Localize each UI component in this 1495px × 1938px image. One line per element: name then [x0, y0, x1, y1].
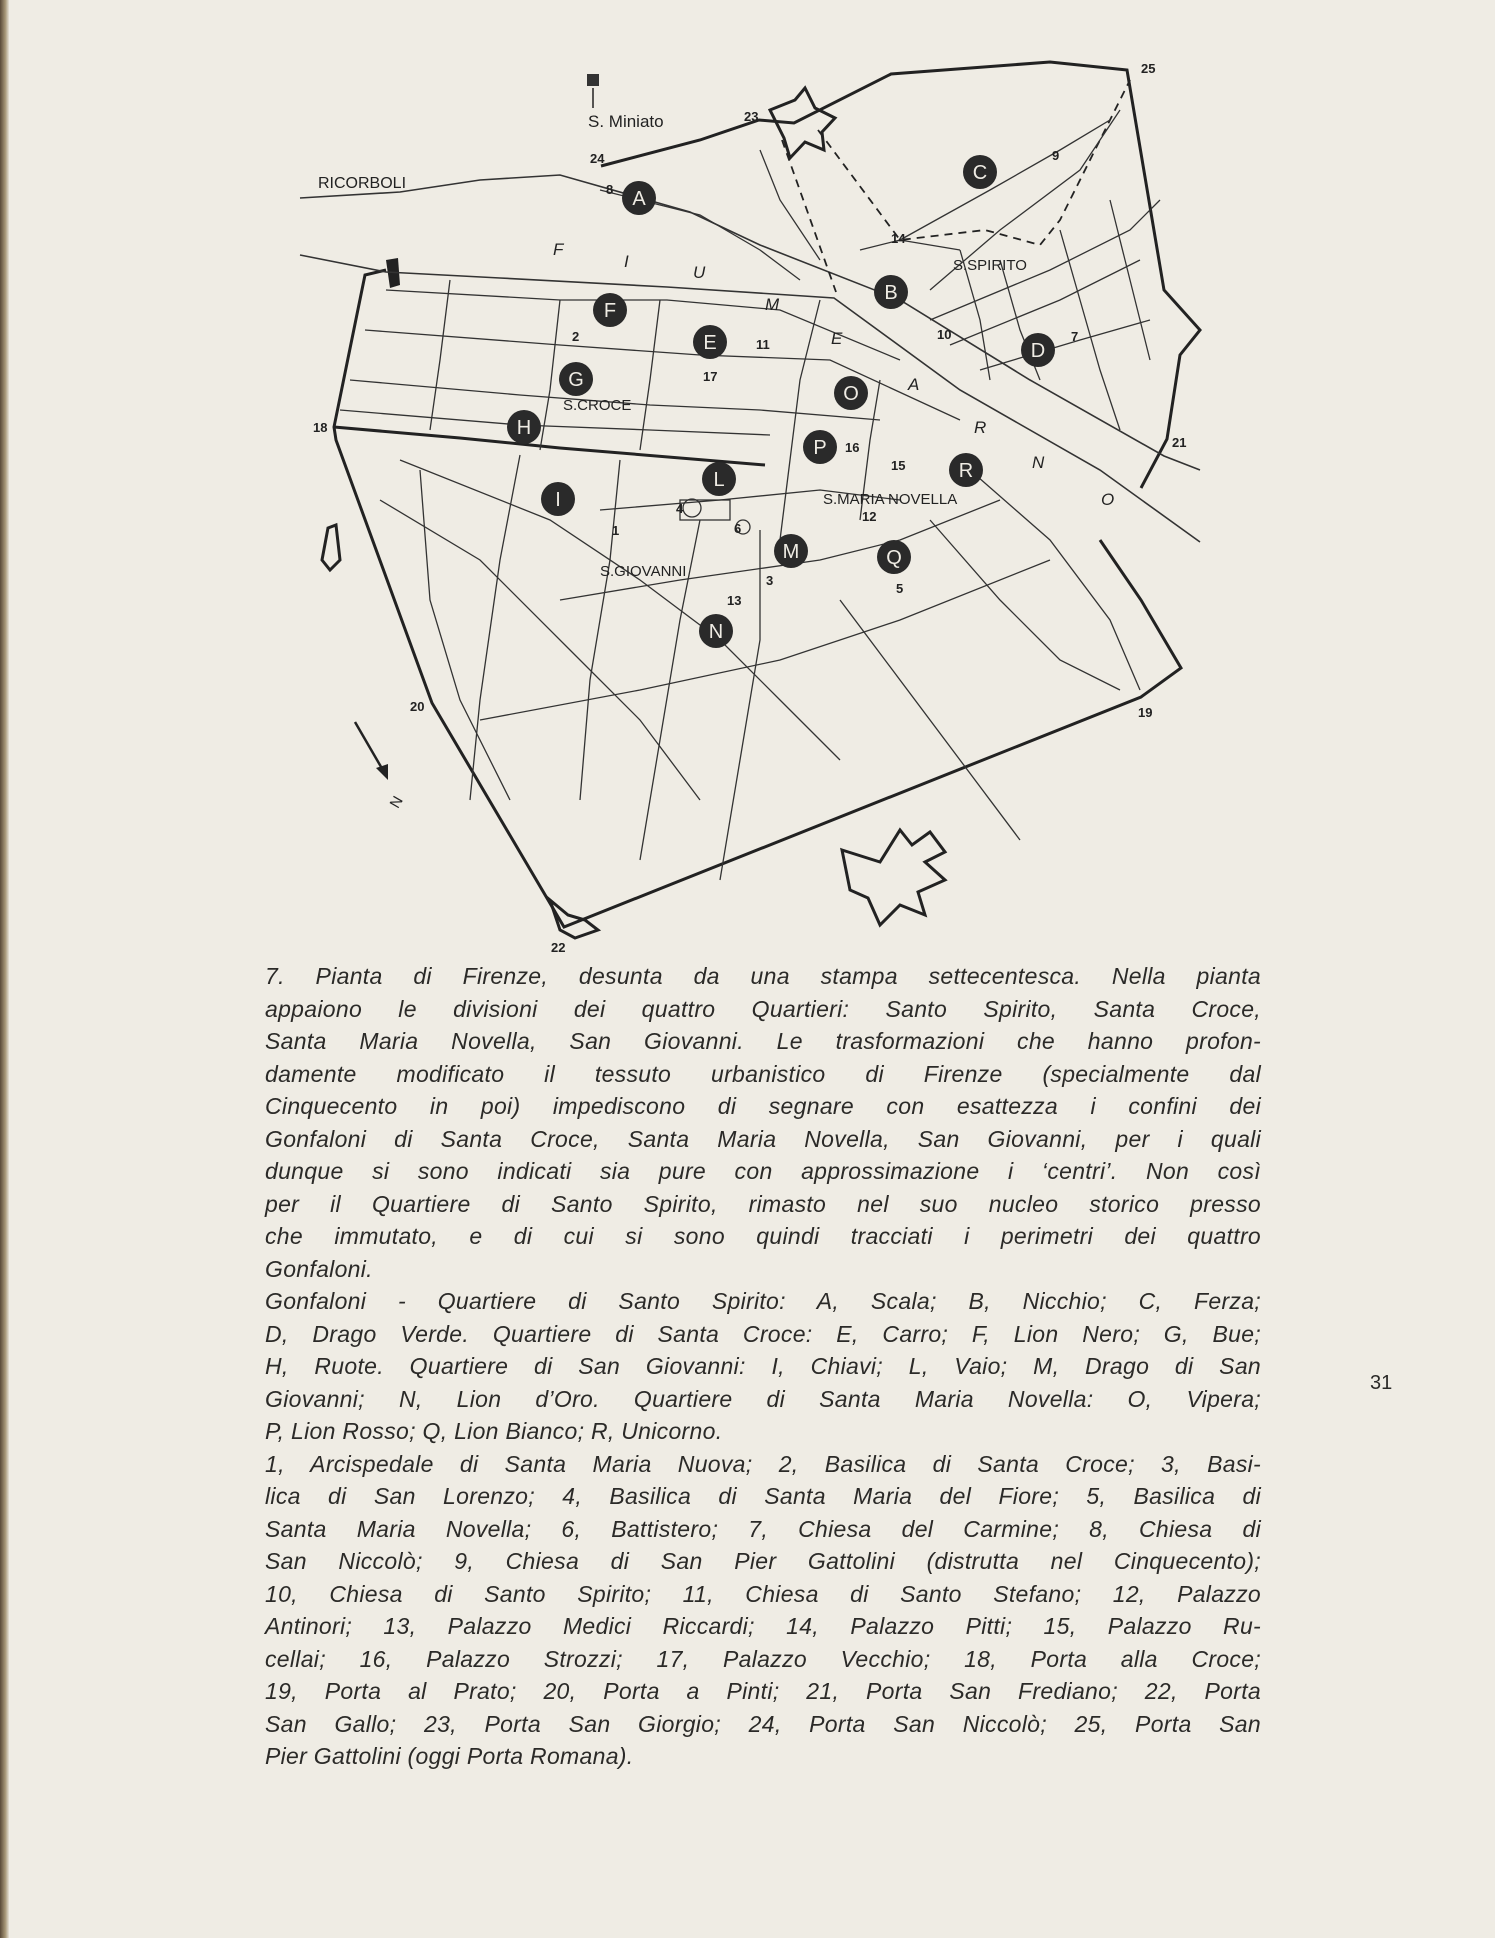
- map-number-label: 13: [727, 593, 742, 608]
- map-number-label: 7: [1071, 329, 1079, 344]
- caption-line: per il Quartiere di Santo Spirito, rimasto nel suo nucleo storico presso: [265, 1190, 1261, 1217]
- gonfalone-letter: E: [703, 332, 717, 354]
- district-label: S.SPIRITO: [953, 257, 1027, 274]
- bastion-left: [322, 525, 340, 570]
- district-label: S.MARIA NOVELLA: [823, 491, 958, 508]
- gonfalone-letter: F: [603, 300, 617, 322]
- gonfalone-letter: B: [884, 282, 898, 304]
- map-number-label: 5: [896, 581, 904, 596]
- caption-line: Cinquecento in poi) impediscono di segnare con esattezza i confini dei: [265, 1093, 1261, 1119]
- map-number-label: 3: [766, 573, 774, 588]
- map-number-label: 21: [1172, 435, 1187, 450]
- caption-line: 19, Porta al Prato; 20, Porta a Pinti; 21, Porta San Frediano; 22, Porta: [265, 1678, 1261, 1704]
- district-label: S.CROCE: [563, 397, 632, 414]
- map-number-label: 25: [1141, 61, 1156, 76]
- river-letter: E: [831, 329, 843, 348]
- map-number-label: 11: [756, 337, 770, 352]
- gonfalone-letter: M: [782, 541, 800, 563]
- map-number-label: 14: [891, 231, 906, 246]
- gonfalone-letter: Q: [886, 547, 902, 569]
- caption-line: appaiono le divisioni dei quattro Quartieri: Santo Spirito, Santa Croce,: [265, 995, 1261, 1022]
- caption-line: 7. Pianta di Firenze, desunta da una stampa settecentesca. Nella pianta: [265, 963, 1261, 989]
- river-letter: R: [974, 418, 987, 437]
- north-arrow-icon: [355, 722, 384, 772]
- caption-line: Giovanni; N, Lion d’Oro. Quartiere di Santa Maria Novella: O, Vipera;: [265, 1385, 1261, 1412]
- map-number-label: 9: [1052, 148, 1060, 163]
- caption-line: 1, Arcispedale di Santa Maria Nuova; 2, Basilica di Santa Croce; 3, Basi-: [265, 1450, 1261, 1477]
- gonfalone-letter: I: [555, 489, 561, 511]
- caption-line: dunque si sono indicati sia pure con approssimazione i ‘centri’. Non così: [265, 1158, 1261, 1184]
- map-number-label: 20: [410, 699, 425, 714]
- gonfalone-letter: N: [708, 621, 724, 643]
- map-number-label: 15: [891, 458, 906, 473]
- river-letter: M: [765, 295, 780, 314]
- street-network: [340, 110, 1160, 880]
- page-number: 31: [1370, 1372, 1393, 1394]
- caption-line: San Niccolò; 9, Chiesa di San Pier Gattolini (distrutta nel Cinquecento);: [265, 1548, 1261, 1574]
- district-label: S.GIOVANNI: [600, 563, 687, 580]
- gonfalone-letter: G: [568, 369, 584, 391]
- city-wall: [334, 270, 1181, 927]
- gonfalone-letter: P: [813, 437, 827, 459]
- caption-line: D, Drago Verde. Quartiere di Santa Croce: E, Carro; F, Lion Nero; G, Bue;: [265, 1320, 1261, 1347]
- caption-line: San Gallo; 23, Porta San Giorgio; 24, Porta San Niccolò; 25, Porta San: [265, 1710, 1261, 1737]
- map-number-label: 22: [551, 940, 566, 955]
- map-number-label: 8: [606, 182, 614, 197]
- caption-line: P, Lion Rosso; Q, Lion Bianco; R, Unicorno.: [265, 1418, 723, 1444]
- map-number-label: 2: [572, 329, 580, 344]
- map-number-label: 24: [590, 151, 605, 166]
- caption-line: Santa Maria Novella, San Giovanni. Le trasformazioni che hanno profon-: [265, 1028, 1261, 1054]
- gonfalone-letter: H: [516, 417, 532, 439]
- gonfalone-letter: O: [843, 383, 859, 405]
- caption-line: damente modificato il tessuto urbanistico di Firenze (specialmente dal: [265, 1060, 1261, 1087]
- caption-line: Antinori; 13, Palazzo Medici Riccardi; 14, Palazzo Pitti; 15, Palazzo Ru-: [265, 1613, 1261, 1639]
- gonfalone-letter: A: [632, 188, 646, 210]
- north-arrow-head-icon: [376, 764, 388, 780]
- river-letter: F: [553, 240, 564, 259]
- map-number-label: 23: [744, 109, 759, 124]
- map-number-label: 17: [703, 369, 718, 384]
- gonfalone-letter: R: [958, 460, 974, 482]
- map-number-label: 19: [1138, 705, 1153, 720]
- caption-line: H, Ruote. Quartiere di San Giovanni: I, Chiavi; L, Vaio; M, Drago di San: [265, 1353, 1261, 1379]
- san-miniato-marker: [587, 74, 599, 86]
- gonfalone-letter: L: [713, 469, 725, 491]
- map-number-label: 12: [862, 509, 877, 524]
- fortezza-da-basso: [842, 830, 945, 925]
- label-san-miniato: S. Miniato: [588, 112, 664, 131]
- caption-line: 10, Chiesa di Santo Spirito; 11, Chiesa di Santo Stefano; 12, Palazzo: [265, 1580, 1261, 1607]
- caption-line: Gonfaloni.: [265, 1255, 373, 1282]
- figure-caption: [265, 960, 1261, 1773]
- map-number-label: 16: [845, 440, 860, 455]
- map-number-label: 10: [937, 327, 952, 342]
- river-letter: U: [693, 263, 706, 282]
- porta-san-gallo-bastion: [550, 900, 598, 938]
- caption-line: che immutato, e di cui si sono quindi tracciati i perimetri dei quattro: [265, 1223, 1261, 1249]
- map-number-label: 18: [313, 420, 328, 435]
- caption-line: lica di San Lorenzo; 4, Basilica di Santa Maria del Fiore; 5, Basilica di: [265, 1483, 1261, 1509]
- caption-line: Pier Gattolini (oggi Porta Romana).: [265, 1743, 634, 1769]
- north-label: N: [386, 793, 407, 812]
- gonfalone-letter: D: [1030, 340, 1046, 362]
- river-letter: N: [1032, 453, 1045, 472]
- caption-line: Santa Maria Novella; 6, Battistero; 7, Chiesa del Carmine; 8, Chiesa di: [265, 1515, 1261, 1542]
- river-south-bank: [300, 175, 1200, 470]
- map-number-label: 4: [676, 501, 684, 516]
- caption-line: Gonfaloni - Quartiere di Santo Spirito: A, Scala; B, Nicchio; C, Ferza;: [265, 1288, 1261, 1314]
- caption-line: cellai; 16, Palazzo Strozzi; 17, Palazzo Vecchio; 18, Porta alla Croce;: [265, 1645, 1261, 1672]
- river-letter: A: [908, 375, 920, 394]
- river-letter: I: [624, 252, 629, 271]
- map-number-label: 6: [734, 521, 742, 536]
- map-number-label: 1: [612, 523, 620, 538]
- label-ricorboli: RICORBOLI: [318, 175, 407, 192]
- caption-line: Gonfaloni di Santa Croce, Santa Maria Novella, San Giovanni, per i quali: [265, 1125, 1261, 1152]
- gonfalone-letter: C: [972, 162, 988, 184]
- river-letter: O: [1101, 490, 1115, 509]
